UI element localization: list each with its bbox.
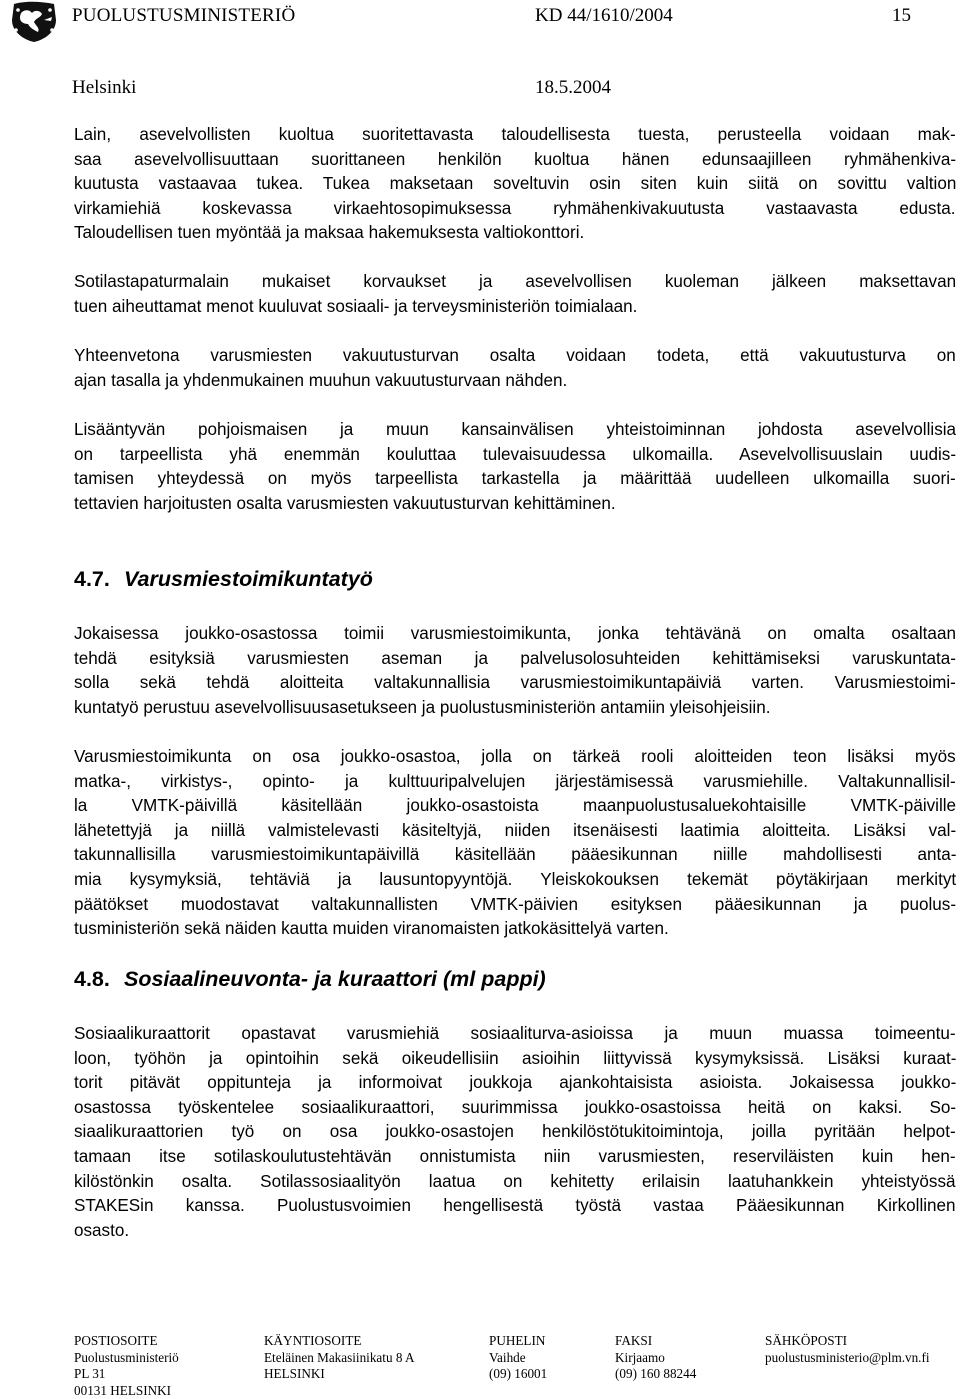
text-line: ajan tasalla ja yhdenmukainen muuhun vakuutusturvaan nähden. [74, 370, 568, 390]
header-city: Helsinki [72, 77, 137, 98]
text-line: mia kysymyksiä, tehtäviä ja lausuntopyyntöjä. Yleiskokouksen tekemät pöytäkirjaan merkityt [74, 869, 957, 889]
text-line: Sotilastapaturmalain mukaiset korvaukset ja asevelvollisen kuoleman jälkeen maksettavan [74, 272, 957, 291]
text-line: tamaan itse sotilaskoulutustehtävän onnistumista niin varusmiesten, reserviläisten kuin hen- [74, 1146, 956, 1166]
footer-label: PUHELIN [489, 1333, 546, 1348]
text-line: tehdä esityksiä varusmiesten aseman ja palvelusolosuhteiden kehittämiseksi varuskuntata- [74, 648, 956, 668]
text-line: Lain, asevelvollisten kuoltua suoritettavasta taloudellisesta tuesta, perusteella voidaan mak- [74, 125, 956, 144]
text-line: solla sekä tehdä aloitteita valtakunnallisia varusmiestoimikuntapäiviä varten. Varusmiestoimi- [74, 673, 956, 693]
footer-label: KÄYNTIOSOITE [264, 1333, 362, 1348]
text-line: kuntatyö perustuu asevelvollisuusasetukseen ja puolustusministeriön antamiin yleisohjeisiin. [74, 697, 771, 717]
page-number: 15 [892, 5, 911, 26]
paragraph-committee-intro [74, 622, 956, 720]
text-line: matka-, virkistys-, opinto- ja kulttuuripalvelujen järjestämisessä varusmiehille. Valtakunnallisil- [74, 771, 956, 791]
text-line: tamisen yhteydessä on myös tarpeellista tarkastella ja määrittää uudelleen ulkomailla suori- [74, 469, 956, 489]
ministry-name: PUOLUSTUSMINISTERIÖ [72, 5, 296, 26]
section-heading-4-7 [74, 566, 373, 592]
text-line: torit pitävät oppitunteja ja informoivat joukkoja ajankohtaisista asioista. Jokaisessa joukko- [74, 1073, 957, 1093]
footer-value: Kirjaamo [615, 1349, 665, 1365]
footer-value: Vaihde [489, 1349, 526, 1365]
footer-email-link[interactable]: puolustusministerio@plm.vn.fi [765, 1349, 930, 1365]
footer-value: Eteläinen Makasiinikatu 8 A [264, 1349, 415, 1365]
paragraph-financial-support [74, 123, 956, 246]
text-line: osastossa työskentelee sosiaalikuraattori, suurimmissa joukko-osastoissa heitä on kaksi. So- [74, 1097, 957, 1117]
text-line: tusministeriön sekä näiden kautta muiden viranomaisten jatkokäsittelyä varten. [74, 919, 669, 939]
text-line: virkamiehiä koskevassa virkaehtosopimuksessa ryhmähenkivakuutusta vastaavasta edusta. [74, 198, 956, 218]
text-line: loon, työhön ja opintoihin sekä oikeudellisiin asioihin liittyvissä kysymyksissä. Lisäksi kuraat- [74, 1048, 957, 1068]
coat-of-arms-logo [0, 0, 68, 42]
text-line: tuen aiheuttamat menot kuuluvat sosiaali- ja terveysministeriön toimialaan. [74, 296, 638, 316]
text-line: la VMTK-päivillä käsitellään joukko-osastoista maanpuolustusaluekohtaisille VMTK-päiville [74, 796, 957, 816]
text-line: Sosiaalikuraattorit opastavat varusmiehiä sosiaaliturva-asioissa ja muun muassa toimeentu- [74, 1024, 956, 1043]
section-heading-4-8 [74, 966, 546, 992]
text-line: kuutusta vastaavaa tukea. Tukea maksetaan soveltuvin osin siten kuin siitä on sovittu valtion [74, 174, 957, 194]
text-line: päätökset muodostavat valtakunnallisten VMTK-päivien esityksen pääesikunnan ja puolus- [74, 894, 957, 914]
text-line: lähetettyjä ja niillä valmistelevasti käsiteltyjä, niiden itsenäisesti laatimia aloitteita. Lisäksi val- [74, 820, 957, 840]
section-title: Varusmiestoimikuntatyö [124, 567, 373, 591]
text-line: takunnallisilla varusmiestoimikuntapäivillä käsitellään pääesikunnan niille mahdollisesti anta- [74, 845, 957, 865]
text-line: osasto. [74, 1220, 130, 1240]
paragraph-committee-role [74, 745, 956, 942]
document-id: KD 44/1610/2004 [535, 5, 673, 26]
footer-visiting-address [264, 1333, 415, 1383]
text-line: Varusmiestoimikunta on osa joukko-osastoa, jolla on tärkeä rooli aloitteiden teon lisäksi myös [74, 747, 956, 766]
footer-value: 00131 HELSINKI [74, 1382, 172, 1398]
footer-postal-address [74, 1333, 179, 1399]
section-title: Sosiaalineuvonta- ja kuraattori (ml pappi) [124, 967, 546, 991]
text-line: kilöstönkin osalta. Sotilassosiaalityön laatua on kehitetty erilaisin laatuhankkein yhteistyössä [74, 1171, 956, 1191]
text-line: Lisääntyvän pohjoismaisen ja muun kansainvälisen yhteistoiminnan johdosta asevelvollisia [74, 420, 957, 439]
footer-email [765, 1333, 930, 1366]
footer-label: FAKSI [615, 1333, 653, 1348]
footer-fax [615, 1333, 696, 1383]
text-line: Yhteenvetona varusmiesten vakuutusturvan osalta voidaan todeta, että vakuutusturva on [74, 346, 956, 365]
header-date: 18.5.2004 [535, 77, 611, 98]
text-line: Taloudellisen tuen myöntää ja maksaa hakemuksesta valtiokonttori. [74, 223, 585, 243]
paragraph-international [74, 418, 956, 516]
text-line: Jokaisessa joukko-osastossa toimii varusmiestoimikunta, jonka tehtävänä on omalta osaltaan [74, 624, 956, 643]
footer-value: HELSINKI [264, 1366, 325, 1382]
paragraph-accident-law [74, 270, 956, 319]
text-line: on tarpeellista yhä enemmän kouluttaa tulevaisuudessa ulkomailla. Asevelvollisuuslain uudis- [74, 444, 957, 464]
section-number: 4.8. [74, 967, 110, 991]
footer-phone [489, 1333, 547, 1383]
footer-value: (09) 160 88244 [615, 1366, 697, 1382]
paragraph-summary [74, 344, 956, 393]
footer-value: PL 31 [74, 1366, 106, 1382]
text-line: STAKESin kanssa. Puolustusvoimien hengellisestä työstä vastaa Pääesikunnan Kirkollinen [74, 1196, 956, 1216]
text-line: saa asevelvollisuuttaan suorittaneen henkilön kuoltua hänen edunsaajilleen ryhmähenkiva- [74, 149, 957, 169]
footer-value: (09) 16001 [489, 1366, 548, 1382]
footer-value: Puolustusministeriö [74, 1349, 179, 1365]
paragraph-social-counselling [74, 1022, 956, 1243]
text-line: tettavien harjoitusten osalta varusmiesten vakuutusturvan kehittäminen. [74, 493, 616, 513]
section-number: 4.7. [74, 567, 110, 591]
footer-label: SÄHKÖPOSTI [765, 1333, 848, 1348]
footer-label: POSTIOSOITE [74, 1333, 158, 1348]
text-line: siaalikuraattorien työ on osa joukko-osastojen henkilöstötukitoimintoja, joilla pyritään helpot- [74, 1122, 956, 1142]
